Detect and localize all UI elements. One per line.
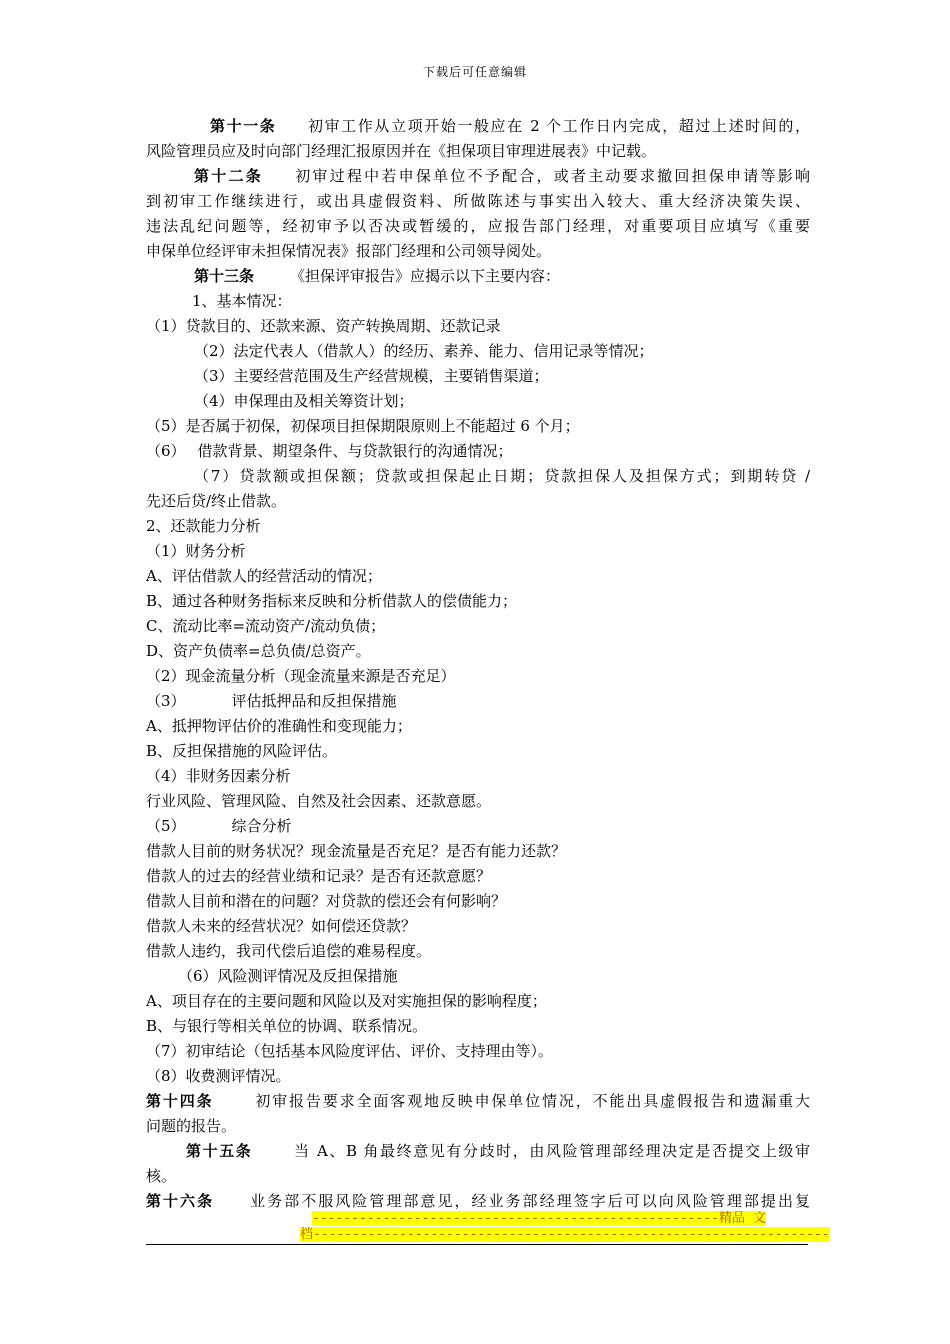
article-11-text: 初审工作从立项开始一般应在 2 个工作日内完成，超过上述时间的，	[306, 117, 810, 135]
item-1-5: （5）是否属于初保，初保项目担保期限原则上不能超过 6 个月；	[146, 417, 580, 435]
item-2-5	[146, 814, 810, 839]
article-14-line-1	[146, 1089, 810, 1114]
item-2-5-text: 综合分析	[231, 817, 292, 835]
section-repayment-ability: 2、还款能力分析	[146, 517, 261, 535]
article-14-text: 初审报告要求全面客观地反映申保单位情况，不能出具虚假报告和遗漏重大	[253, 1092, 810, 1110]
footer-rule	[146, 1244, 808, 1245]
item-1-2: （2）法定代表人（借款人）的经历、素养、能力、信用记录等情况；	[194, 342, 654, 360]
article-15-line-1	[146, 1139, 810, 1164]
article-13-text: 《担保评审报告》应揭示以下主要内容：	[290, 267, 561, 285]
item-2-6: （6）风险测评情况及反担保措施	[178, 967, 398, 985]
item-2-3-a: A、抵押物评估价的准确性和变现能力；	[146, 717, 412, 735]
item-2-3-number: （3）	[146, 692, 186, 710]
article-16-title: 第十六条	[146, 1192, 215, 1210]
question-1: 借款人目前的财务状况？现金流量是否充足？是否有能力还款？	[146, 842, 567, 860]
footer-watermark	[300, 1211, 830, 1245]
item-2-7: （7）初审结论（包括基本风险度评估、评价、支持理由等）。	[146, 1042, 554, 1060]
article-13-line-1	[146, 264, 810, 289]
item-1-4: （4）申保理由及相关筹资计划；	[194, 392, 414, 410]
footer-line-1: ----------------------------------------------------精品 文	[312, 1211, 766, 1226]
article-14-line-2: 问题的报告。	[146, 1117, 237, 1135]
item-1-6	[146, 439, 810, 464]
article-15-title: 第十五条	[186, 1142, 253, 1160]
item-1-3: （3）主要经营范围及生产经营规模，主要销售渠道；	[194, 367, 549, 385]
item-2-1-c: C、流动比率=流动资产/流动负债；	[146, 617, 386, 635]
page-header: 下载后可任意编辑	[422, 65, 527, 79]
question-3: 借款人目前和潜在的问题？对贷款的偿还会有何影响？	[146, 892, 507, 910]
item-2-6-b: B、与银行等相关单位的协调、联系情况。	[146, 1017, 428, 1035]
article-12-line-3: 违法乱纪问题等，经初审予以否决或暂缓的，应报告部门经理，对重要项目应填写《重要	[146, 217, 810, 235]
item-2-1-a: A、评估借款人的经营活动的情况；	[146, 567, 382, 585]
article-15-text: 当 A、B 角最终意见有分歧时，由风险管理部经理决定是否提交上级审	[292, 1142, 810, 1160]
article-12-text: 初审过程中若申保单位不予配合，或者主动要求撤回担保申请等影响	[292, 167, 810, 185]
article-11-title: 第十一条	[210, 117, 277, 135]
article-12-line-2: 到初审工作继续进行，或出具虚假资料、所做陈述与事实出入较大、重大经济决策失误、	[146, 192, 810, 210]
item-2-3-text: 评估抵押品和反担保措施	[231, 692, 397, 710]
article-13-title: 第十三条	[194, 267, 255, 285]
article-14-title: 第十四条	[146, 1092, 214, 1110]
item-2-4-text: 行业风险、管理风险、自然及社会因素、还款意愿。	[146, 792, 492, 810]
question-2: 借款人的过去的经营业绩和记录？是否有还款意愿？	[146, 867, 492, 885]
item-2-3	[146, 689, 810, 714]
item-2-1-d: D、资产负债率=总负债/总资产。	[146, 642, 371, 660]
item-1-6-number: （6）	[146, 442, 186, 460]
item-2-6-a: A、项目存在的主要问题和风险以及对实施担保的影响程度；	[146, 992, 547, 1010]
section-basic-info: 1、基本情况：	[192, 292, 292, 310]
article-12-line-1	[146, 164, 810, 189]
item-1-1: （1）贷款目的、还款来源、资产转换周期、还款记录	[146, 317, 501, 335]
item-2-1: （1）财务分析	[146, 542, 246, 560]
item-2-3-b: B、反担保措施的风险评估。	[146, 742, 338, 760]
question-4: 借款人未来的经营状况？如何偿还贷款？	[146, 917, 417, 935]
item-2-8: （8）收费测评情况。	[146, 1067, 291, 1085]
footer-line-2: 档------------------------------------------------------------------	[300, 1227, 830, 1242]
item-1-7-line-1: （7）贷款额或担保额；贷款或担保起止日期；贷款担保人及担保方式；到期转贷 /	[194, 467, 810, 485]
item-2-4: （4）非财务因素分析	[146, 767, 291, 785]
article-11-line-2: 风险管理员应及时向部门经理汇报原因并在《担保项目审理进展表》中记载。	[146, 142, 657, 160]
article-11-line-1	[146, 114, 810, 139]
item-2-2: （2）现金流量分析（现金流量来源是否充足）	[146, 667, 456, 685]
article-12-title: 第十二条	[194, 167, 263, 185]
item-1-7-line-2: 先还后贷/终止借款。	[146, 492, 287, 510]
article-15-line-2: 核。	[146, 1167, 177, 1185]
question-5: 借款人违约，我司代偿后追偿的难易程度。	[146, 942, 432, 960]
article-16-text: 业务部不服风险管理部意见，经业务部经理签字后可以向风险管理部提出复	[248, 1192, 810, 1210]
article-12-line-4: 申保单位经评审未担保情况表》报部门经理和公司领导阅处。	[146, 242, 552, 260]
item-2-5-number: （5）	[146, 817, 186, 835]
document-body	[146, 114, 810, 1214]
item-2-1-b: B、通过各种财务指标来反映和分析借款人的偿债能力；	[146, 592, 518, 610]
item-1-6-text: 借款背景、期望条件、与贷款银行的沟通情况；	[197, 442, 513, 460]
